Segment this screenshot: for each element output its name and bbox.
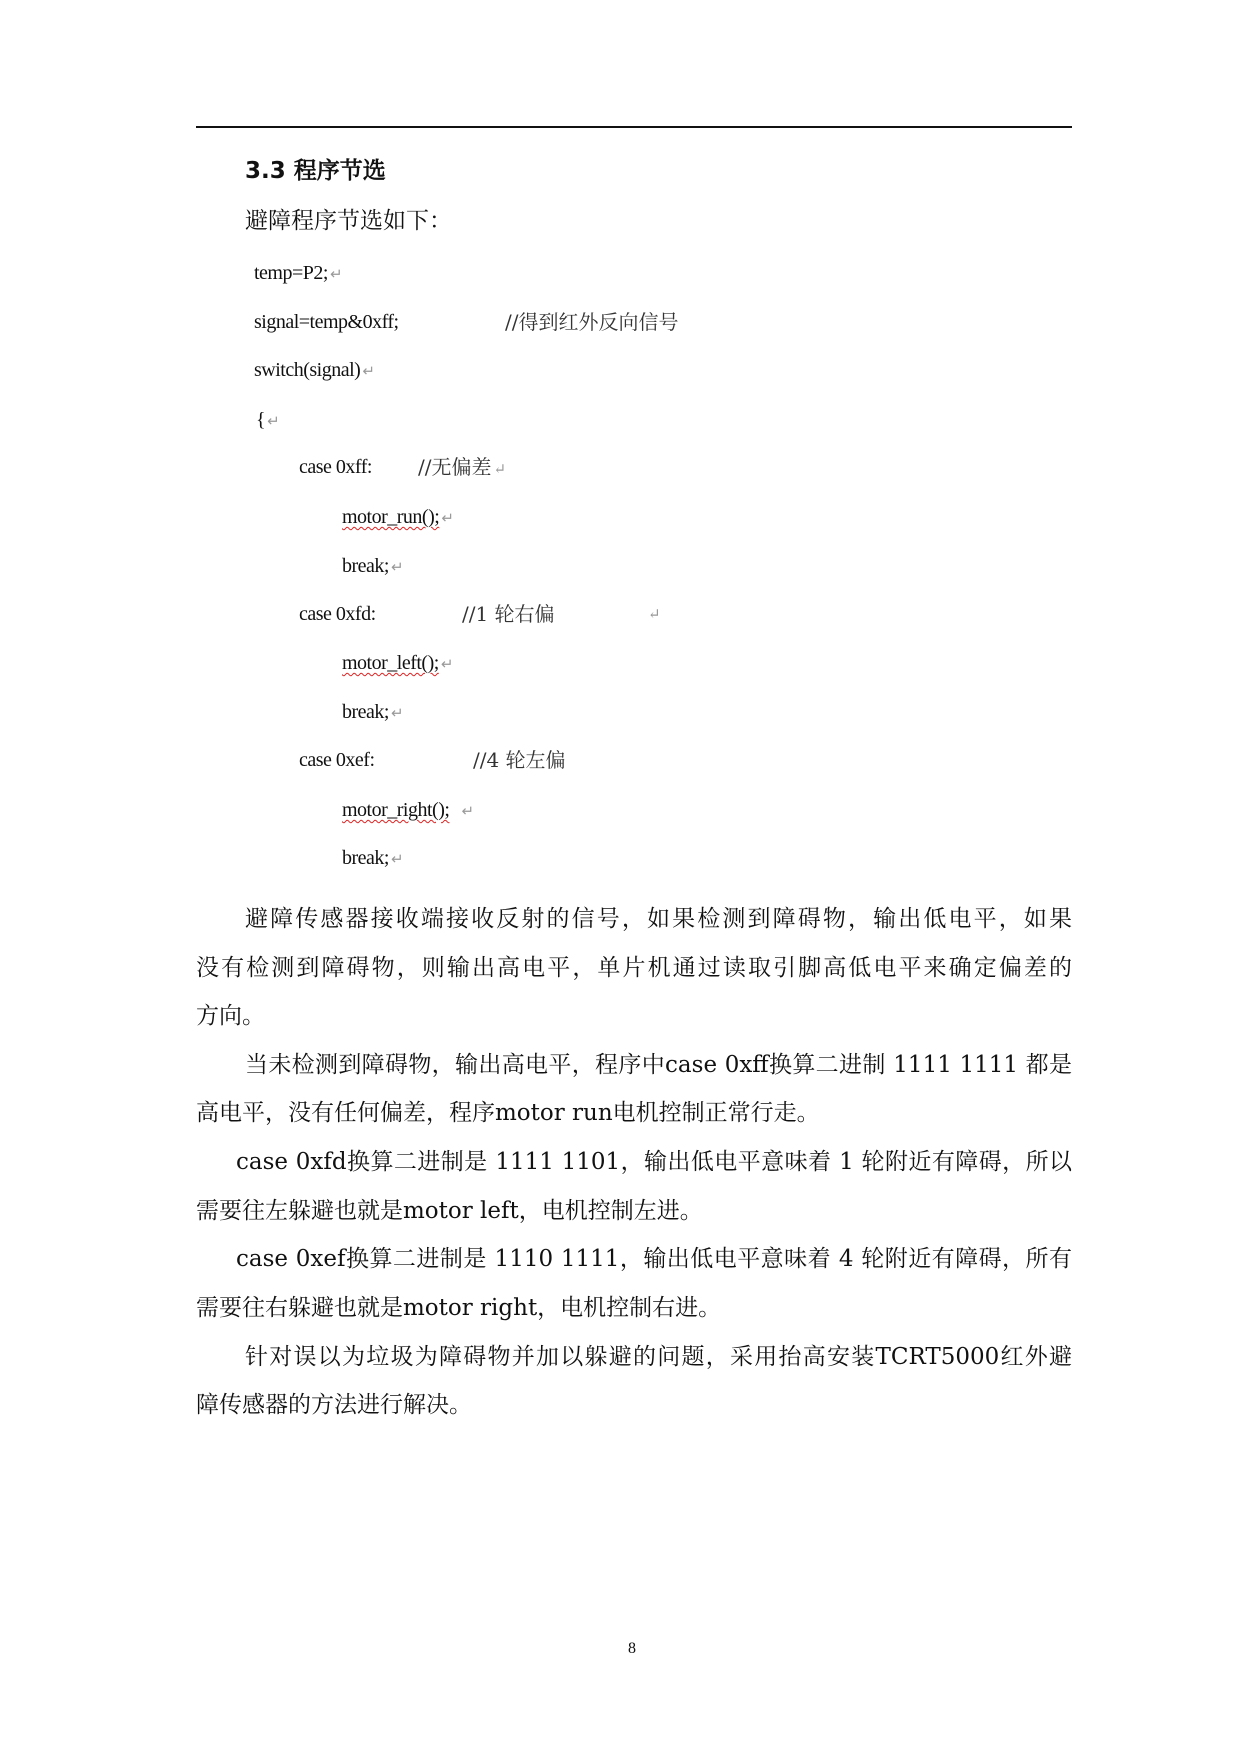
paragraph-line: 障传感器的方法进行解决。 <box>196 1392 472 1418</box>
paragraph-line: 针对误以为垃圾为障碍物并加以躲避的问题，采用抬高安装TCRT5000红外避 <box>245 1344 1072 1370</box>
code-line: { ↵ <box>256 409 280 431</box>
paragraph-line: case 0xfd换算二进制是 1111 1101，输出低电平意味着 1 轮附近有障碍，所以 <box>236 1149 1072 1175</box>
code-line: motor_left(); ↵ <box>342 652 453 674</box>
code-line: break; ↵ <box>342 555 404 577</box>
code-line: break; ↵ <box>342 701 404 723</box>
code-line: motor_run(); ↵ <box>342 506 454 528</box>
paragraph-line: case 0xef换算二进制是 1110 1111，输出低电平意味着 4 轮附近有障碍，所有 <box>236 1246 1072 1272</box>
paragraph-line: 需要往右躲避也就是motor right，电机控制右进。 <box>196 1295 722 1321</box>
section-heading: 3.3 程序节选 <box>245 158 386 184</box>
code-line: break; ↵ <box>342 847 404 869</box>
code-line: case 0xfd: <box>299 603 376 625</box>
code-comment: //1 轮右偏 <box>462 602 555 626</box>
intro-text: 避障程序节选如下： <box>245 208 452 234</box>
return-mark: ↵ <box>648 605 661 623</box>
paragraph-line: 方向。 <box>196 1003 265 1029</box>
code-line: switch(signal) ↵ <box>254 359 375 381</box>
paragraph-line: 避障传感器接收端接收反射的信号，如果检测到障碍物，输出低电平，如果 <box>245 906 1072 932</box>
code-line: case 0xff: <box>299 456 372 478</box>
code-comment: //无偏差 ↵ <box>418 455 507 479</box>
paragraph-line: 高电平，没有任何偏差，程序motor run电机控制正常行走。 <box>196 1100 820 1126</box>
code-line: case 0xef: <box>299 749 375 771</box>
code-comment: //得到红外反向信号 <box>505 310 679 334</box>
paragraph-line: 需要往左躲避也就是motor left，电机控制左进。 <box>196 1198 703 1224</box>
paragraph-line: 当未检测到障碍物，输出高电平，程序中case 0xff换算二进制 1111 1111 都是 <box>245 1052 1072 1078</box>
paragraph-line: 没有检测到障碍物，则输出高电平，单片机通过读取引脚高低电平来确定偏差的 <box>196 955 1072 981</box>
code-line: motor_right(); ↵ <box>342 799 474 821</box>
header-rule <box>196 126 1072 128</box>
code-line: temp=P2; ↵ <box>254 262 343 284</box>
code-line: signal=temp&0xff; <box>254 311 399 333</box>
code-comment: //4 轮左偏 <box>473 748 566 772</box>
page-number: 8 <box>628 1640 636 1657</box>
